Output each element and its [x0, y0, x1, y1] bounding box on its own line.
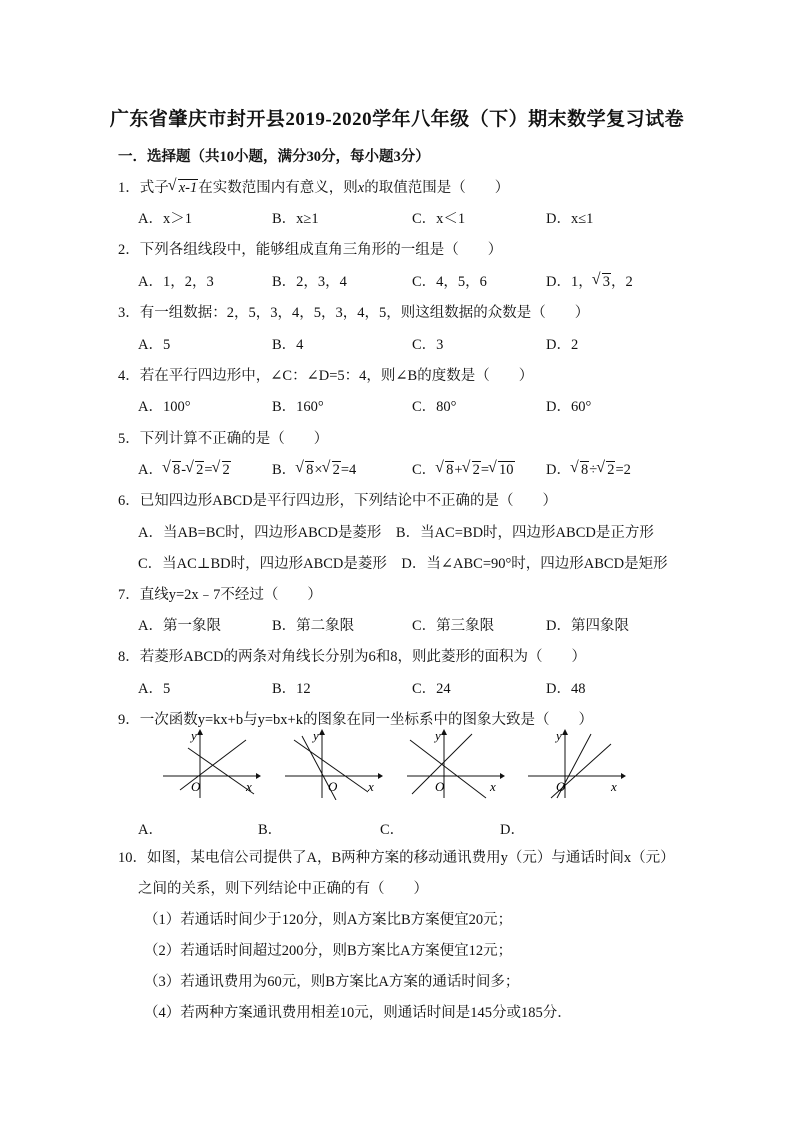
- svg-text:y: y: [556, 728, 562, 743]
- q9-option-d: D．: [500, 822, 525, 838]
- page-title: 广东省肇庆市封开县2019-2020学年八年级（下）期末数学复习试卷: [109, 109, 685, 130]
- q5-option-d: D．√ 8÷√ 2=2: [546, 458, 631, 479]
- q6-options-row-2: C．当AC⊥BD时，四边形ABCD是菱形 D．当∠ABC=90°时，四边形ABCD是矩形: [138, 556, 668, 572]
- q7-option-d: D．第四象限: [546, 618, 629, 634]
- svg-text:O: O: [556, 779, 566, 794]
- question-8-stem: 8．若菱形ABCD的两条对角线长分别为6和8，则此菱形的面积为（ ）: [118, 649, 587, 665]
- q8-option-b: B．12: [272, 681, 311, 697]
- q1-option-c: C．x＜1: [412, 211, 466, 227]
- q9-graph-c: [402, 728, 507, 800]
- svg-text:O: O: [191, 779, 201, 794]
- q8-option-d: D．48: [546, 681, 586, 697]
- q5-option-b: B．√ 8×√ 2=4: [272, 458, 356, 479]
- question-2-stem: 2．下列各组线段中，能够组成直角三角形的一组是（ ）: [118, 242, 503, 258]
- q9-graph-a: [158, 728, 263, 800]
- q4-option-d: D．60°: [546, 399, 592, 415]
- question-5-stem: 5．下列计算不正确的是（ ）: [118, 431, 329, 447]
- q1-option-b: B．x≥1: [272, 211, 319, 227]
- q5-option-a: A．√ 8-√ 2=√ 2: [138, 458, 231, 479]
- question-9-stem: 9．一次函数y=kx+b与y=bx+k的图象在同一坐标系中的图象大致是（ ）: [118, 712, 593, 728]
- svg-text:y: y: [435, 728, 441, 743]
- q3-option-b: B．4: [272, 337, 304, 353]
- q10-statement-1: （1）若通话时间少于120分，则A方案比B方案便宜20元；: [144, 912, 513, 928]
- question-10-stem-line-2: 之间的关系，则下列结论中正确的有（ ）: [138, 881, 428, 897]
- svg-text:O: O: [328, 779, 338, 794]
- q4-option-c: C．80°: [412, 399, 457, 415]
- svg-text:x: x: [611, 779, 617, 794]
- q2-option-a: A．1，2，3: [138, 274, 214, 290]
- q9-option-a: A．: [138, 822, 163, 838]
- q3-option-d: D．2: [546, 337, 579, 353]
- sqrt-symbol: √ x-1: [169, 180, 199, 197]
- svg-text:x: x: [246, 779, 252, 794]
- question-6-stem: 6．已知四边形ABCD是平行四边形，下列结论中不正确的是（ ）: [118, 493, 558, 509]
- q2-option-d: D．1，√ 3，2: [546, 270, 633, 291]
- q9-option-c: C．: [380, 822, 405, 838]
- question-4-stem: 4．若在平行四边形中，∠C：∠D=5：4，则∠B的度数是（ ）: [118, 368, 534, 384]
- svg-text:x: x: [368, 779, 374, 794]
- q3-option-a: A．5: [138, 337, 171, 353]
- q7-option-b: B．第二象限: [272, 618, 355, 634]
- svg-text:O: O: [435, 779, 445, 794]
- q5-option-c: C．√ 8+√ 2=√ 10: [412, 458, 515, 479]
- q3-option-c: C．3: [412, 337, 444, 353]
- svg-text:x: x: [490, 779, 496, 794]
- q9-graph-b: [280, 728, 385, 800]
- q2-option-b: B．2，3，4: [272, 274, 347, 290]
- svg-text:y: y: [191, 728, 197, 743]
- q10-statement-2: （2）若通话时间超过200分，则B方案比A方案便宜12元；: [144, 943, 513, 959]
- q8-option-c: C．24: [412, 681, 451, 697]
- question-1-stem: 1．式子√ x-1在实数范围内有意义，则x的取值范围是（ ）: [118, 176, 509, 197]
- q1-option-d: D．x≤1: [546, 211, 594, 227]
- q7-option-c: C．第三象限: [412, 618, 495, 634]
- q10-statement-3: （3）若通讯费用为60元，则B方案比A方案的通话时间多；: [144, 974, 520, 990]
- q1-option-a: A．x＞1: [138, 211, 192, 227]
- q4-option-b: B．160°: [272, 399, 324, 415]
- question-10-stem-line-1: 10．如图，某电信公司提供了A，B两种方案的移动通讯费用y（元）与通话时间x（元）: [118, 850, 675, 866]
- question-3-stem: 3．有一组数据：2，5，3，4，5，3，4，5，则这组数据的众数是（ ）: [118, 305, 590, 321]
- q2-option-c: C．4，5，6: [412, 274, 487, 290]
- q10-statement-4: （4）若两种方案通讯费用相差10元，则通话时间是145分或185分．: [144, 1005, 572, 1021]
- question-7-stem: 7．直线y=2x﹣7不经过（ ）: [118, 587, 322, 603]
- section-heading: 一．选择题（共10小题，满分30分，每小题3分）: [118, 149, 430, 165]
- q9-option-b: B．: [258, 822, 283, 838]
- q9-graph-d: [523, 728, 628, 800]
- q6-options-row-1: A．当AB=BC时，四边形ABCD是菱形 B．当AC=BD时，四边形ABCD是正方形: [138, 525, 654, 541]
- svg-text:y: y: [313, 728, 319, 743]
- q7-option-a: A．第一象限: [138, 618, 221, 634]
- q8-option-a: A．5: [138, 681, 171, 697]
- q4-option-a: A．100°: [138, 399, 191, 415]
- sqrt-symbol: √ 3: [593, 274, 611, 291]
